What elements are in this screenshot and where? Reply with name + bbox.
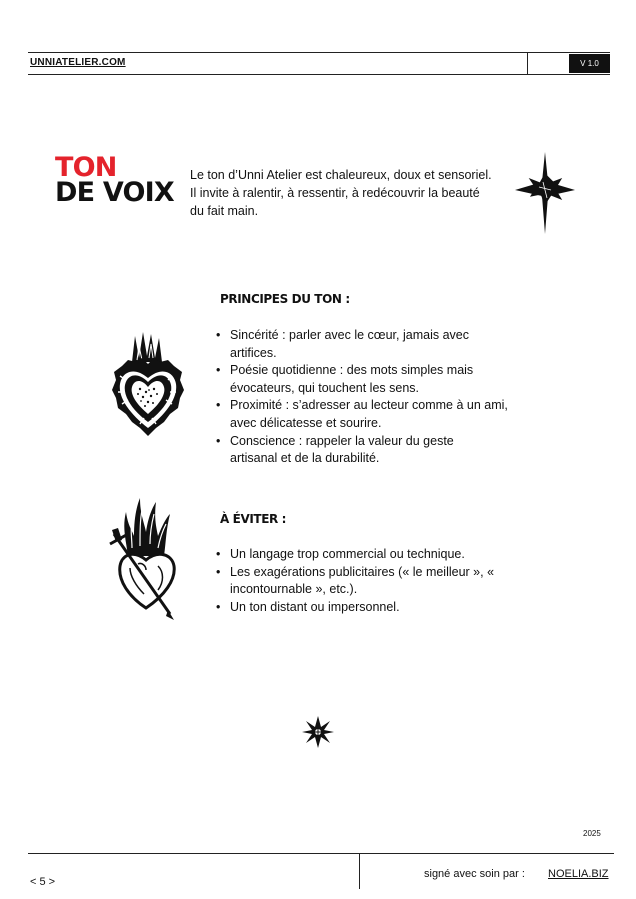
avoid-heading: À ÉVITER :: [220, 512, 287, 526]
header-divider: [527, 52, 528, 74]
signature-label: signé avec soin par :: [424, 868, 525, 880]
list-item-line: • Sincérité : parler avec le cœur, jamais avec: [230, 328, 469, 342]
site-link[interactable]: UNNIATELIER.COM: [30, 57, 126, 68]
small-star-icon: [302, 716, 334, 748]
principles-heading: PRINCIPES DU TON :: [220, 292, 350, 306]
avoid-list: [216, 546, 546, 616]
list-item-line: artifices.: [230, 345, 277, 360]
header-bottom-rule: [28, 74, 610, 75]
list-item-line: incontournable », etc.).: [230, 582, 358, 597]
sparkle-star-icon: [515, 152, 575, 234]
year-label: 2025: [583, 829, 601, 838]
footer-divider: [359, 853, 360, 889]
list-item-line: • Un ton distant ou impersonnel.: [230, 599, 400, 614]
list-item-line: • Les exagérations publicitaires (« le meilleur », «: [230, 564, 495, 579]
signature-link[interactable]: NOELIA.BIZ: [548, 868, 609, 880]
sacred-heart-icon: [110, 332, 186, 440]
footer-rule: [28, 853, 614, 854]
intro-line: du fait main.: [190, 204, 259, 218]
page-title-line1: TON: [55, 152, 117, 183]
list-item-line: artisanal et de la durabilité.: [230, 451, 380, 466]
list-item-line: • Poésie quotidienne : des mots simples mais: [230, 363, 474, 378]
list-item: [216, 433, 546, 468]
intro-line: Il invite à ralentir, à ressentir, à redécouvrir la beauté: [190, 186, 480, 200]
list-item: [216, 397, 546, 432]
header-top-rule: [28, 52, 610, 53]
principles-list: [216, 327, 546, 468]
list-item: [216, 362, 546, 397]
list-item: [216, 599, 546, 617]
version-badge: V 1.0: [569, 54, 610, 73]
list-item-line: • Un langage trop commercial ou technique.: [230, 547, 465, 561]
list-item-line: évocateurs, qui touchent les sens.: [230, 380, 420, 395]
list-item: [216, 327, 546, 362]
list-item: [216, 564, 546, 599]
page-title-line2: DE VOIX: [55, 177, 174, 208]
list-item-line: • Proximité : s’adresser au lecteur comme à un ami,: [230, 398, 508, 413]
list-item: [216, 546, 546, 564]
list-item-line: • Conscience : rappeler la valeur du geste: [230, 433, 454, 448]
intro-line: Le ton d’Unni Atelier est chaleureux, doux et sensoriel.: [190, 168, 492, 182]
page-number: < 5 >: [30, 876, 56, 888]
intro-paragraph: [190, 166, 520, 220]
pierced-heart-icon: [108, 496, 184, 624]
list-item-line: avec délicatesse et sourire.: [230, 415, 382, 430]
